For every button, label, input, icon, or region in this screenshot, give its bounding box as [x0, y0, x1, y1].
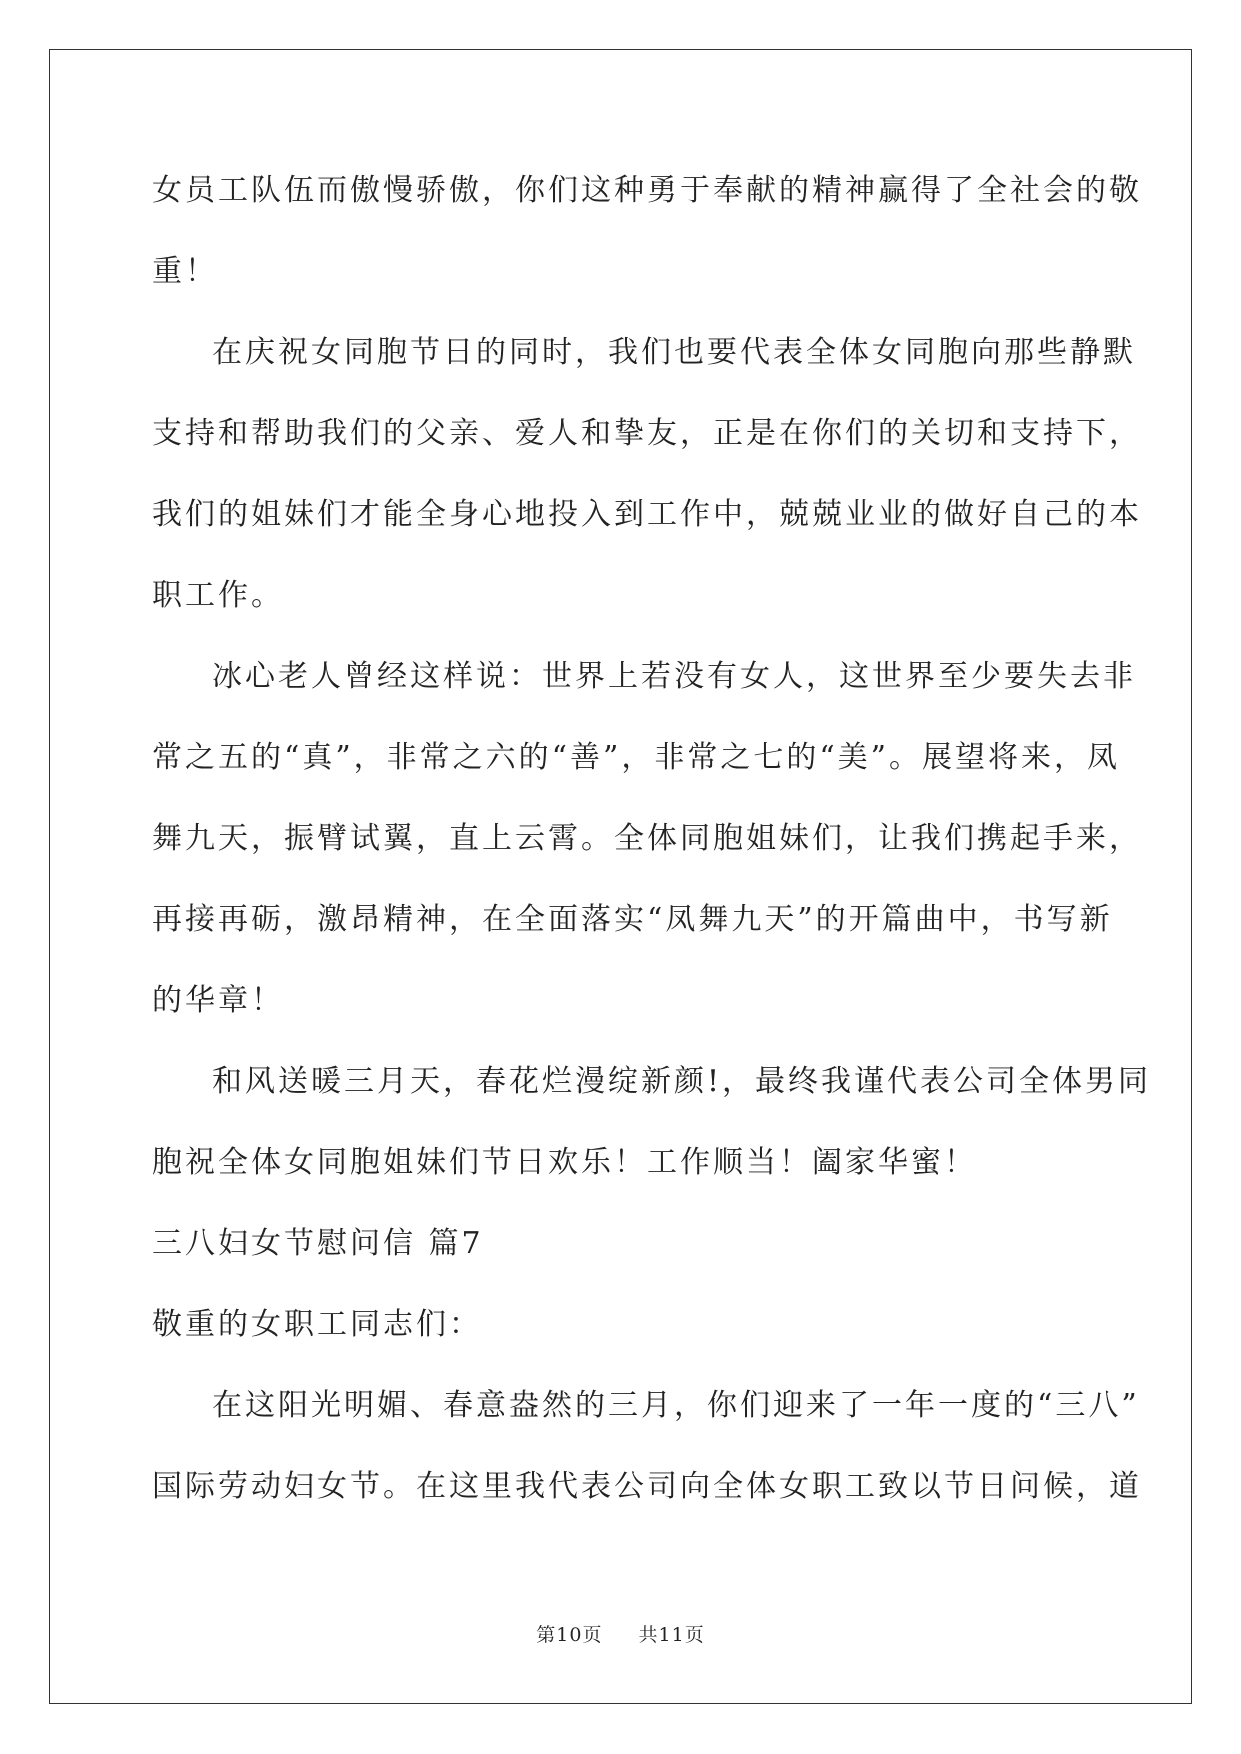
text-line: 再接再砺，激昂精神，在全面落实“凤舞九天”的开篇曲中，书写新: [152, 902, 1113, 937]
text-line: 国际劳动妇女节。在这里我代表公司向全体女职工致以节日问候，道: [152, 1469, 1142, 1504]
text-line: 职工作。: [152, 578, 284, 613]
text-line: 女员工队伍而傲慢骄傲，你们这种勇于奉献的精神赢得了全社会的敬: [152, 173, 1142, 208]
paragraph-start-line: 在庆祝女同胞节日的同时，我们也要代表全体女同胞向那些静默: [212, 335, 1136, 370]
paragraph-start-line: 和风送暖三月天，春花烂漫绽新颜!，最终我谨代表公司全体男同: [212, 1064, 1152, 1099]
text-line: 常之五的“真”，非常之六的“善”，非常之七的“美”。展望将来，凤: [152, 740, 1121, 775]
text-line: 舞九天，振臂试翼，直上云霄。全体同胞姐妹们，让我们携起手来，: [152, 821, 1142, 856]
text-line: 胞祝全体女同胞姐妹们节日欢乐！工作顺当！阖家华蜜！: [152, 1145, 977, 1180]
page-footer: [0, 1620, 1241, 1647]
text-line: 支持和帮助我们的父亲、爱人和挚友，正是在你们的关切和支持下，: [152, 416, 1142, 451]
salutation: 敬重的女职工同志们：: [152, 1307, 482, 1342]
current-page-number: 第10页: [536, 1624, 603, 1646]
text-line: 的华章！: [152, 983, 284, 1018]
paragraph-start-line: 冰心老人曾经这样说：世界上若没有女人，这世界至少要失去非: [212, 659, 1136, 694]
text-line: 重！: [152, 254, 218, 289]
text-line: 我们的姐妹们才能全身心地投入到工作中，兢兢业业的做好自己的本: [152, 497, 1142, 532]
document-body: [152, 150, 1152, 1527]
total-page-count: 共11页: [638, 1624, 705, 1646]
paragraph-start-line: 在这阳光明媚、春意盎然的三月，你们迎来了一年一度的“三八”: [212, 1388, 1140, 1423]
section-heading: 三八妇女节慰问信 篇7: [152, 1226, 484, 1261]
